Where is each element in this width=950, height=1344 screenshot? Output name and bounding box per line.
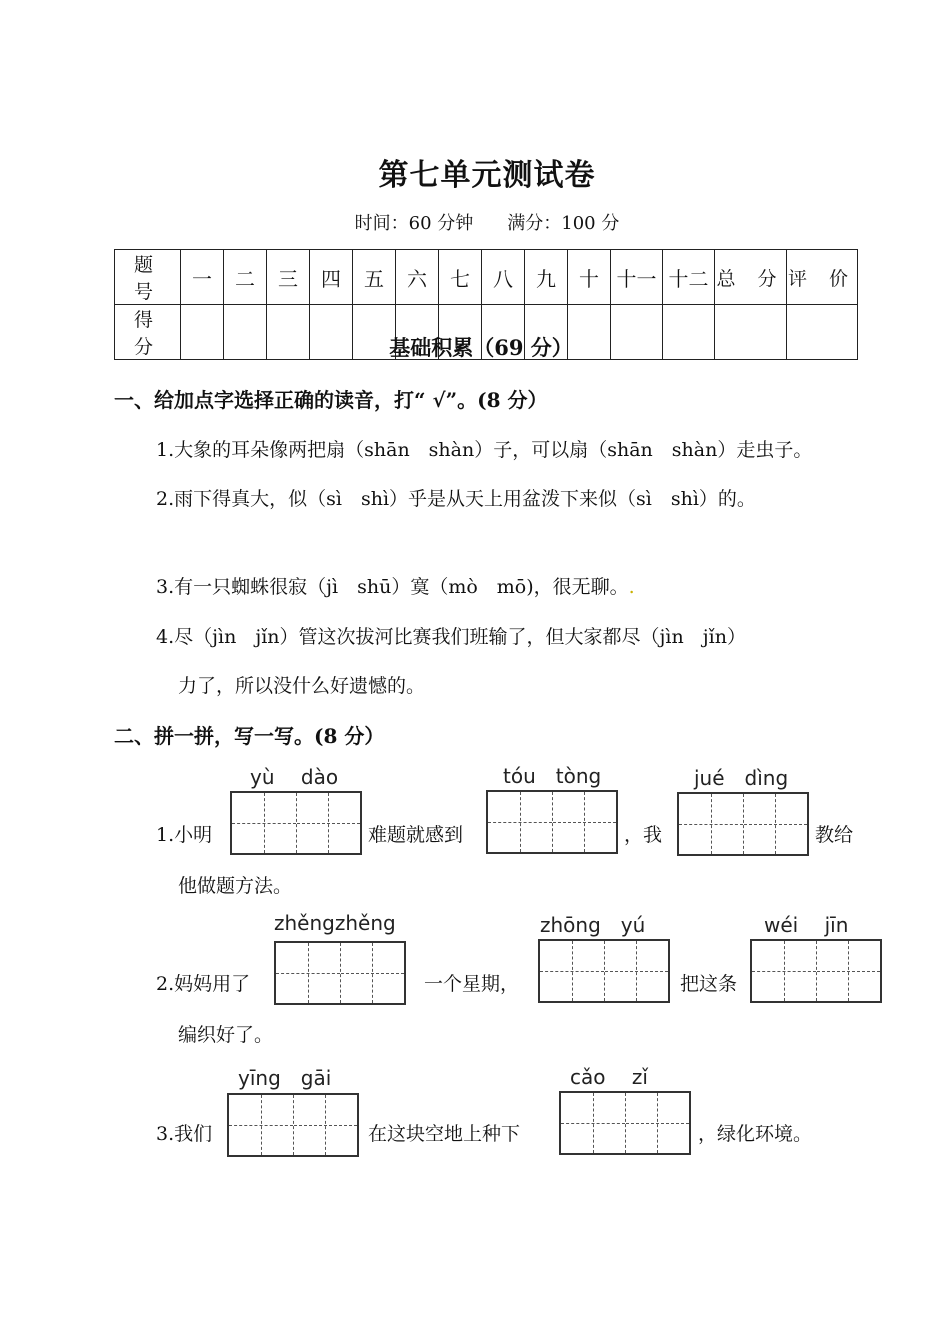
pinyin-label: yù dào (250, 765, 339, 789)
table-header-cell: 七 (439, 250, 482, 305)
q2-title: 二、拼一拼，写一写。(8 分） (114, 724, 385, 748)
exam-info (0, 209, 950, 235)
writing-grid[interactable] (230, 791, 362, 855)
table-header-row (115, 250, 858, 305)
q1-line-2: 2.雨下得真大，似（sì shì）乎是从天上用盆泼下来似（sì shì）的。 (156, 488, 756, 510)
pinyin-label: yīng gāi (238, 1066, 332, 1090)
q2-s1-text: ，我 (624, 824, 663, 846)
full-score: 满分：100 分 (507, 213, 620, 234)
writing-grid[interactable] (750, 939, 882, 1003)
pinyin-label: cǎo zǐ (570, 1065, 648, 1089)
q2-s1-text: 他做题方法。 (178, 875, 293, 897)
table-header-cell: 总 分 (715, 250, 787, 305)
q2-s2-text: 把这条 (680, 973, 738, 995)
q1-line-3: 3.有一只蜘蛛很寂（jì shū）寞（mò mō)，很无聊。. (156, 576, 635, 598)
table-header-cell: 二 (224, 250, 267, 305)
q2-s3-text: ，绿化环境。 (698, 1123, 813, 1145)
pinyin-label: tóu tòng (503, 764, 602, 788)
writing-grid[interactable] (486, 790, 618, 854)
pinyin-label: jué dìng (694, 766, 789, 790)
time-limit: 时间：60 分钟 (354, 213, 474, 234)
pinyin-label: wéi jīn (764, 913, 849, 937)
table-header-cell: 题 号 (115, 250, 181, 305)
table-header-cell: 十一 (611, 250, 663, 305)
pinyin-label: zhōng yú (540, 913, 646, 937)
q2-s1-text: 教给 (815, 824, 854, 846)
q1-line-4: 4.尽（jìn jǐn）管这次拔河比赛我们班输了，但大家都尽（jìn jǐn） (156, 626, 746, 648)
writing-grid[interactable] (538, 939, 670, 1003)
writing-grid[interactable] (677, 792, 809, 856)
part-title: 基础积累（69 分） (389, 335, 573, 360)
q1-line-5: 力了，所以没什么好遗憾的。 (178, 675, 426, 697)
q2-s3-text: 在这块空地上种下 (368, 1123, 521, 1145)
q2-s2-text: 编织好了。 (178, 1024, 274, 1046)
pinyin-label: zhěngzhěng (274, 911, 396, 935)
q2-s2-text: 2.妈妈用了 (156, 973, 251, 995)
q1-line-1: 1.大象的耳朵像两把扇（shān shàn）子，可以扇（shān shàn）走虫子。 (156, 439, 813, 461)
table-header-cell: 十二 (663, 250, 715, 305)
table-header-cell: 三 (267, 250, 310, 305)
table-header-cell: 九 (525, 250, 568, 305)
writing-grid[interactable] (559, 1091, 691, 1155)
page-title: 第七单元测试卷 (378, 158, 596, 193)
q1-title: 一、给加点字选择正确的读音，打“ √”。(8 分） (114, 388, 548, 412)
table-header-cell: 五 (353, 250, 396, 305)
table-header-cell: 十 (568, 250, 611, 305)
table-header-cell: 八 (482, 250, 525, 305)
q2-s1-text: 1.小明 (156, 824, 213, 846)
table-header-cell: 六 (396, 250, 439, 305)
writing-grid[interactable] (227, 1093, 359, 1157)
table-header-cell: 一 (181, 250, 224, 305)
q2-s2-text: 一个星期， (424, 973, 520, 995)
q2-s1-text: 难题就感到 (368, 824, 464, 846)
table-row-label: 得 分 (115, 305, 181, 360)
stray-dot: . (628, 576, 635, 598)
table-header-cell: 评 价 (787, 250, 858, 305)
q2-s3-text: 3.我们 (156, 1123, 213, 1145)
table-header-cell: 四 (310, 250, 353, 305)
writing-grid[interactable] (274, 941, 406, 1005)
